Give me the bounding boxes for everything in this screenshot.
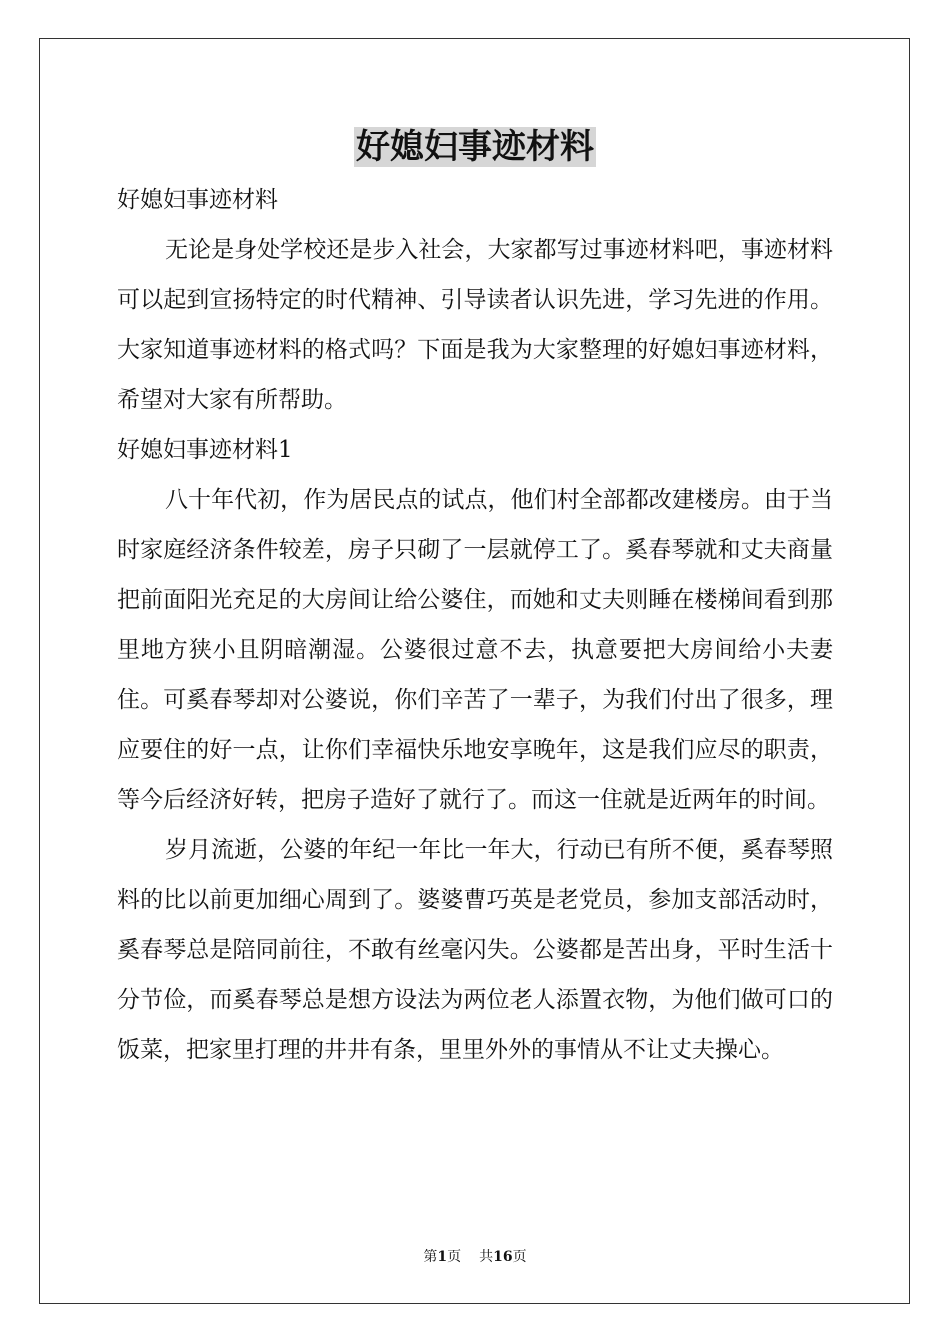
page-footer — [0, 1247, 950, 1267]
document-body — [117, 175, 833, 1075]
total-pages: 16 — [493, 1249, 513, 1265]
paragraph: 好媳妇事迹材料1 — [117, 437, 293, 463]
total-label-prefix: 共 — [479, 1249, 494, 1265]
total-label-suffix: 页 — [512, 1249, 527, 1265]
paragraph: 好媳妇事迹材料 — [117, 187, 278, 213]
paragraph: 岁月流逝，公婆的年纪一年比一年大，行动已有所不便，奚春琴照料的比以前更加细心周到了。婆婆曹巧英是老党员，参加支部活动时，奚春琴总是陪同前往，不敢有丝毫闪失。公婆都是苦出身，平时生活十分节俭，而奚春琴总是想方设法为两位老人添置衣物，为他们做可口的饭菜，把家里打理的井井有条，里里外外的事情从不让丈夫操心。 — [117, 837, 833, 1063]
page-label-prefix: 第 — [423, 1249, 438, 1265]
page-label-suffix: 页 — [447, 1249, 462, 1265]
page-number: 1 — [437, 1249, 448, 1265]
document-title-text: 好媳妇事迹材料 — [356, 127, 594, 167]
paragraph: 八十年代初，作为居民点的试点，他们村全部都改建楼房。由于当时家庭经济条件较差，房子只砌了一层就停工了。奚春琴就和丈夫商量把前面阳光充足的大房间让给公婆住，而她和丈夫则睡在楼梯间看到那里地方狭小且阴暗潮湿。公婆很过意不去，执意要把大房间给小夫妻住。可奚春琴却对公婆说，你们辛苦了一辈子，为我们付出了很多，理应要住的好一点，让你们幸福快乐地安享晚年，这是我们应尽的职责，等今后经济好转，把房子造好了就行了。而这一住就是近两年的时间。 — [117, 487, 833, 813]
paragraph: 无论是身处学校还是步入社会，大家都写过事迹材料吧，事迹材料可以起到宣扬特定的时代精神、引导读者认识先进，学习先进的作用。大家知道事迹材料的格式吗？下面是我为大家整理的好媳妇事迹材料，希望对大家有所帮助。 — [117, 237, 833, 413]
document-title — [0, 124, 950, 170]
